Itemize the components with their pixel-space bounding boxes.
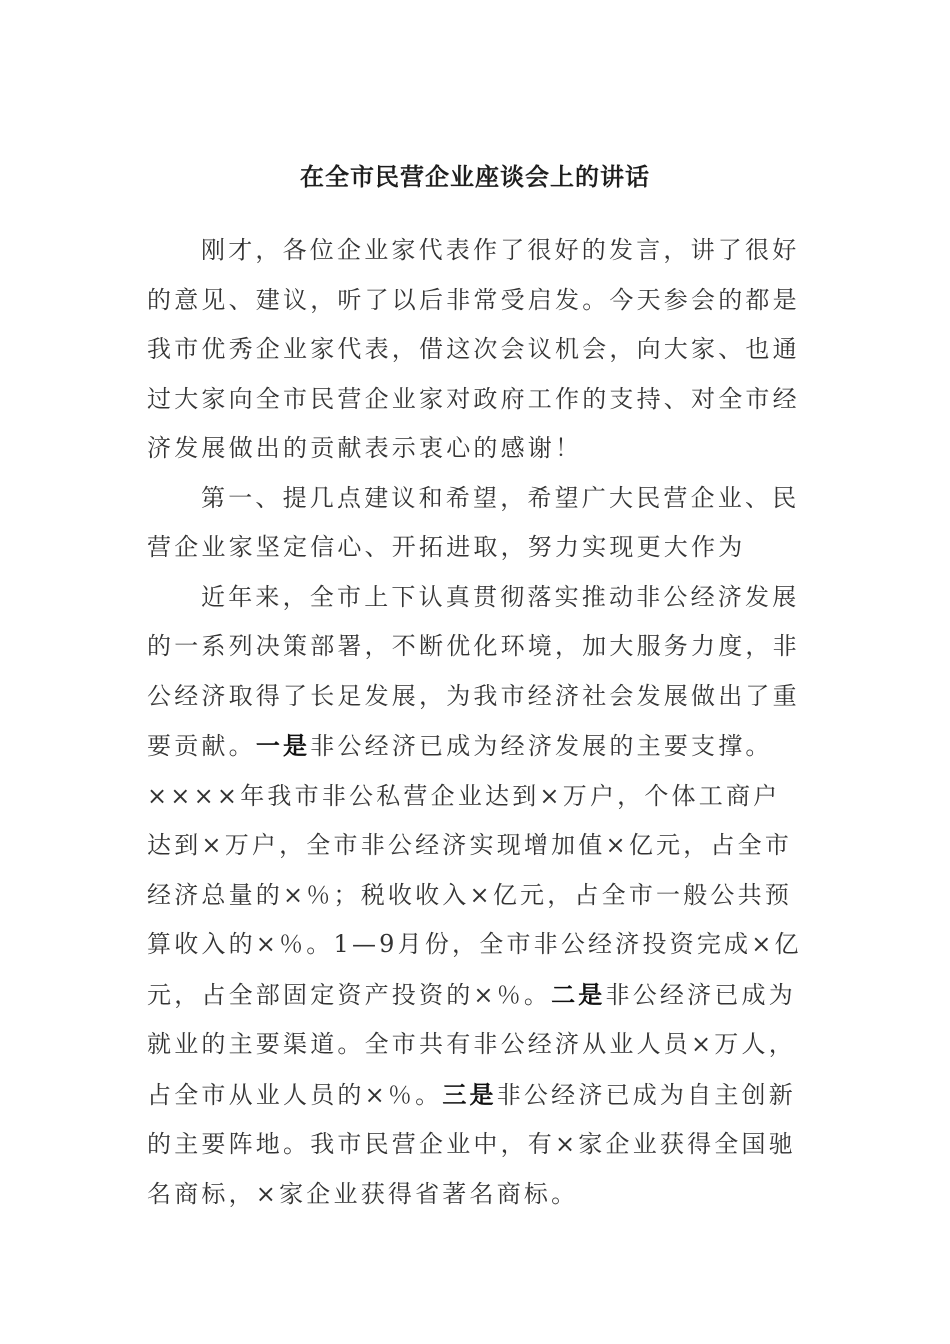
point2-text: 非公经济已成为就业的主要渠道。全市共有非公经济从业人员×万人，占全市从业人员的×％。 (147, 980, 796, 1109)
point2-lead: 二是 (551, 979, 606, 1009)
document-body (147, 226, 803, 1219)
document-title: 在全市民营企业座谈会上的讲话 (300, 162, 650, 191)
point3-lead: 三是 (442, 1079, 497, 1109)
achievements-intro: 近年来，全市上下认真贯彻落实推动非公经济发展的一系列决策部署，不断优化环境，加大服务力度，非公经济取得了长足发展，为我市经济社会发展做出了重要贡献。 (147, 582, 800, 760)
paragraph-section-heading: 第一、提几点建议和希望，希望广大民营企业、民营企业家坚定信心、开拓进取，努力实现更大作为 (147, 483, 800, 561)
point1-lead: 一是 (255, 731, 311, 760)
paragraph-achievements (147, 573, 803, 1220)
paragraph-opening: 刚才，各位企业家代表作了很好的发言，讲了很好的意见、建议，听了以后非常受启发。今天参会的都是我市优秀企业家代表，借这次会议机会，向大家、也通过大家向全市民营企业家对政府工作的支持、对全市经济发展做出的贡献表示衷心的感谢！ (147, 236, 800, 462)
point1-text: 非公经济已成为经济发展的主要支撑。××××年我市非公私营企业达到×万户，个体工商户达到×万户，全市非公经济实现增加值×亿元，占全市经济总量的×％；税收收入×亿元，占全市一般公共预算收入的×％。1—9月份，全市非公经济投资完成×亿元，占全部固定资产投资的×％。 (147, 732, 802, 1009)
point3-text: 非公经济已成为自主创新的主要阵地。我市民营企业中，有×家企业获得全国驰名商标，×家企业获得省著名商标。 (147, 1080, 796, 1208)
